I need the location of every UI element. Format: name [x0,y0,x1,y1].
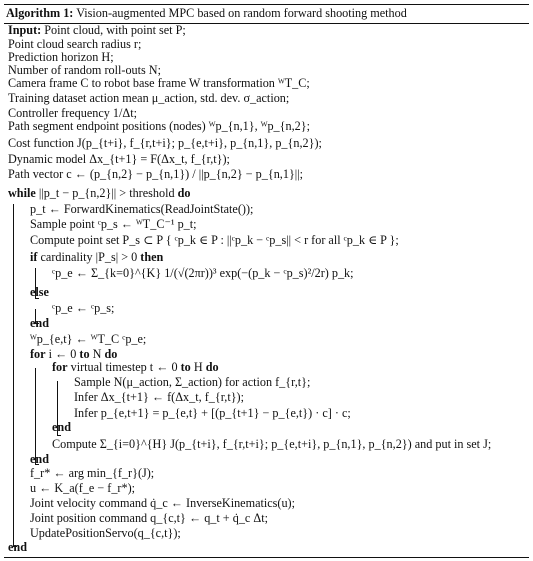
keyword: do [205,360,219,374]
statement-text: H [190,360,206,374]
for-i-block-bar [35,368,36,464]
while-block-hook [13,546,17,547]
keyword: end [52,420,71,434]
keyword: for [52,360,68,374]
keyword: to [79,347,90,361]
statement-text: ᶜp_e ← Σ_{k=0}^{K} 1/(√(2πr))³ exp(−(p_k − ᶜp_s)²/2r) p_k; [52,266,354,280]
algo-line-end1 [30,316,49,330]
algo-line-fort [52,360,219,374]
keyword: end [8,540,27,554]
statement-text: Joint velocity command q̇_c ← InverseKinematics(u); [30,496,296,510]
algo-line-argmin [30,466,154,480]
algo-line-samplen [74,375,310,389]
statement-text: Training dataset action mean μ_action, std. dev. σ_action; [8,91,290,105]
statement-text: cardinality |P_s| > 0 [37,250,141,264]
algo-line-end2 [52,420,71,434]
algo-line-pathnodes [8,119,310,133]
caption-title: Vision-augmented MPC based on random forward shooting method [76,6,407,20]
algo-line-while [8,186,190,200]
if-block-bar [35,268,36,298]
algo-line-dynmodel [8,152,230,166]
statement-text: virtual timestep t ← 0 [67,360,181,374]
algo-line-jvel [30,496,295,510]
statement-text: Compute point set P_s ⊂ P { ᶜp_k ∈ P : ||ᶜp_k − ᶜp_s|| < r for all ᶜp_k ∈ P }; [30,233,399,247]
statement-text: Path vector c ← (p_{n,2} − p_{n,1}) / ||p_{n,2} − p_{n,1}||; [8,167,304,181]
algo-line-fk [30,202,253,216]
algo-line-compute [30,233,399,247]
else-block-hook [35,323,39,324]
for-t-block-hook [57,435,61,436]
keyword: end [30,316,49,330]
statement-text: Prediction horizon H; [8,50,114,64]
algo-line-servo [30,526,181,540]
statement-text: u ← K_a(f_e − f_r*); [30,481,136,495]
bottom-rule [4,557,529,558]
statement-text: Dynamic model Δx_{t+1} = F(Δx_t, f_{r,t}); [8,152,230,166]
top-rule [4,4,529,5]
while-block-bar [13,204,14,546]
statement-text: f_r* ← arg min_{f_r}(J); [30,466,155,480]
statement-text: ᶜp_e ← ᶜp_s; [52,301,115,315]
algo-line-inferpe [74,406,351,420]
algo-line-dataset [8,91,289,105]
keyword: do [177,186,191,200]
algo-line-ucmd [30,481,135,495]
statement-text: Sample N(μ_action, Σ_action) for action f_{r,t}; [74,375,311,389]
statement-text: ||p_t − p_{n,2}|| > threshold [35,186,178,200]
statement-text: Infer Δx_{t+1} ← f(Δx_t, f_{r,t}); [74,390,245,404]
algo-line-wpe [30,332,146,346]
keyword: Input: [8,23,42,37]
algo-line-camera [8,76,310,90]
algo-line-end3 [30,452,49,466]
algo-line-horizon [8,50,114,64]
statement-text: N [89,347,105,361]
statement-text: Joint position command q_{c,t} ← q_t + q̇_c Δt; [30,511,268,525]
statement-text: ᵂp_{e,t} ← ᵂT_C ᶜp_e; [30,332,147,346]
keyword: while [8,186,36,200]
statement-text: Cost function J(p_{t+i}, f_{r,t+i}; p_{e,t+i}, p_{n,1}, p_{n,2}); [8,136,322,150]
algo-line-computeJ [52,437,491,451]
algo-line-jpos [30,511,268,525]
algorithm-caption [6,6,407,20]
algo-line-pathvec [8,167,303,181]
algo-line-cost [8,136,322,150]
statement-text: Controller frequency 1/Δt; [8,106,137,120]
algo-line-assign [52,301,114,315]
algo-line-radius [8,37,141,51]
statement-text: p_t ← ForwardKinematics(ReadJointState()); [30,202,254,216]
statement-text: Camera frame C to robot base frame W transformation ᵂT_C; [8,76,310,90]
statement-text: Number of random roll-outs N; [8,63,161,77]
caption-label: Algorithm 1: [6,6,74,20]
else-block-bar [35,309,36,323]
statement-text: Path segment endpoint positions (nodes) ᵂp_{n,1}, ᵂp_{n,2}; [8,119,310,133]
statement-text: UpdatePositionServo(q_{c,t}); [30,526,181,540]
algo-line-rollouts [8,63,161,77]
algo-line-fori [30,347,117,361]
keyword: if [30,250,38,264]
keyword: do [104,347,118,361]
keyword: for [30,347,46,361]
algo-line-inferdx [74,390,244,404]
statement-text: Point cloud, with point set P; [41,23,186,37]
statement-text: Point cloud search radius r; [8,37,142,51]
for-i-block-hook [35,464,39,465]
algo-line-end4 [8,540,27,554]
for-t-block-bar [57,381,58,435]
keyword: to [180,360,191,374]
algo-line-ctrlfreq [8,106,137,120]
statement-text: Sample point ᶜp_s ← ᵂT_C⁻¹ p_t; [30,217,197,231]
keyword: then [140,250,164,264]
algo-line-else [30,285,49,299]
statement-text: Compute Σ_{i=0}^{H} J(p_{t+i}, f_{r,t+i}; p_{e,t+i}, p_{n,1}, p_{n,2}) and put in set J; [52,437,492,451]
keyword: else [30,285,49,299]
algo-line-if [30,250,163,264]
algo-line-input [8,23,186,37]
if-block-hook [35,298,39,299]
keyword: end [30,452,49,466]
statement-text: i ← 0 [45,347,80,361]
algo-line-sample [30,217,197,231]
statement-text: Infer p_{e,t+1} = p_{e,t} + [(p_{t+1} − p_{e,t}) · c] · c; [74,406,351,420]
algo-line-gauss [52,266,354,280]
